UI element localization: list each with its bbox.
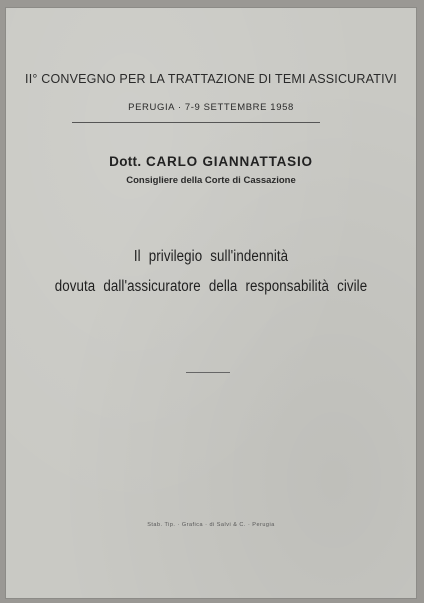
- author-line: [6, 154, 416, 169]
- document-title-line-1: Il privilegio sull'indennità: [133, 248, 289, 265]
- title-divider: [186, 372, 230, 373]
- header-divider: [72, 122, 320, 123]
- document-title-line-2: dovuta dall'assicuratore della responsabilità civile: [54, 278, 368, 295]
- conference-title: II° CONVEGNO PER LA TRATTAZIONE DI TEMI ASSICURATIVI: [25, 72, 397, 86]
- conference-place-date: PERUGIA · 7-9 SETTEMBRE 1958: [128, 102, 294, 113]
- printer-imprint: Stab. Tip. · Grafica · di Salvi & C. · Perugia: [147, 522, 275, 528]
- document-page: [6, 8, 416, 598]
- author-role: Consigliere della Corte di Cassazione: [126, 175, 296, 186]
- author-name: CARLO GIANNATTASIO: [145, 154, 313, 169]
- author-prefix: Dott.: [109, 154, 142, 169]
